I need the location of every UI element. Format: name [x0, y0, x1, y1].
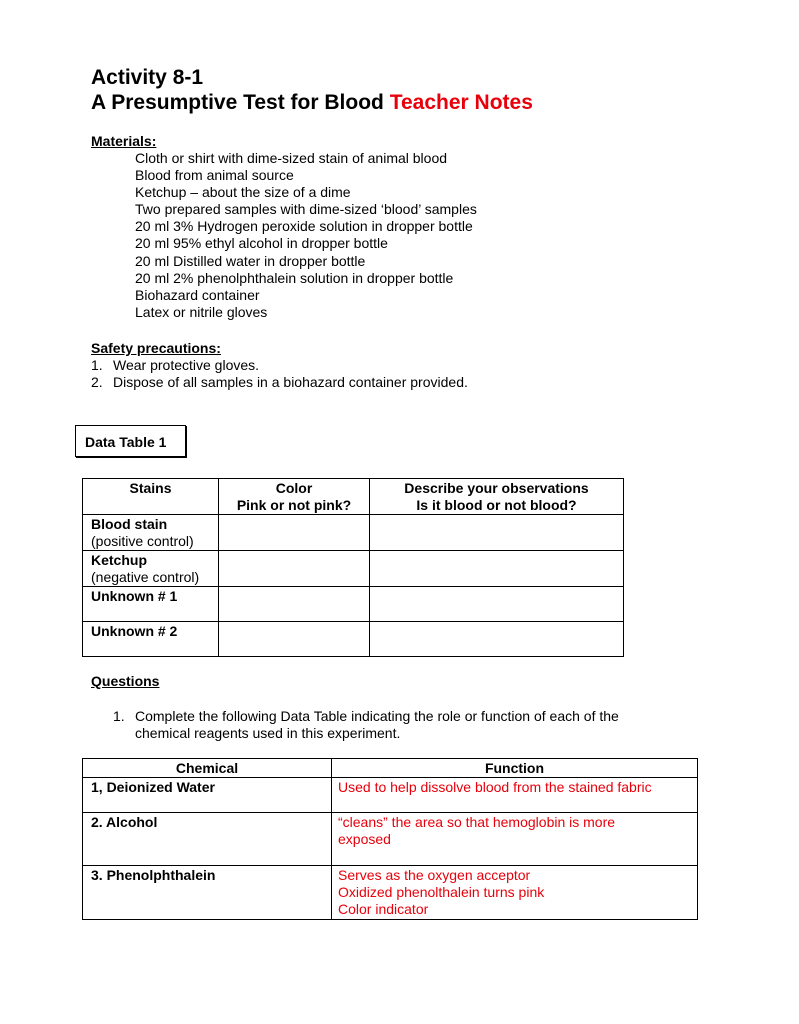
table-row	[83, 813, 698, 866]
list-item	[91, 374, 468, 391]
table-header-row	[83, 759, 698, 778]
header-observations: Describe your observations Is it blood or not blood?	[370, 479, 624, 515]
table-row	[83, 551, 624, 587]
function-cell: Serves as the oxygen acceptor Oxidized phenolthalein turns pink Color indicator	[332, 866, 698, 920]
list-item: Ketchup – about the size of a dime	[135, 184, 351, 201]
observation-input-cell[interactable]	[370, 622, 624, 657]
function-cell: Used to help dissolve blood from the stained fabric	[332, 778, 698, 813]
list-item: Two prepared samples with dime-sized ‘blood’ samples	[135, 201, 477, 218]
header-function: Function	[332, 759, 698, 778]
table-row	[83, 622, 624, 657]
question-text-line2: chemical reagents used in this experiment.	[135, 725, 401, 741]
color-input-cell[interactable]	[219, 515, 370, 551]
observation-input-cell[interactable]	[370, 515, 624, 551]
table-row	[83, 866, 698, 920]
function-cell: “cleans” the area so that hemoglobin is more exposed	[332, 813, 698, 866]
page-title	[91, 90, 533, 116]
list-item	[91, 357, 468, 374]
list-item: 20 ml 2% phenolphthalein solution in dropper bottle	[135, 269, 454, 286]
table-header-row	[83, 479, 624, 515]
stain-cell: Ketchup (negative control)	[83, 551, 219, 587]
color-input-cell[interactable]	[219, 587, 370, 622]
table-row	[83, 778, 698, 813]
safety-heading: Safety precautions:	[91, 340, 221, 356]
list-item: 20 ml 95% ethyl alcohol in dropper bottle	[135, 235, 388, 252]
stain-cell: Unknown # 2	[83, 622, 219, 657]
list-text: Dispose of all samples in a biohazard container provided.	[113, 374, 468, 390]
list-item: 20 ml 3% Hydrogen peroxide solution in dropper bottle	[135, 218, 473, 235]
list-number: 1.	[91, 357, 103, 373]
chemical-cell: 3. Phenolphthalein	[83, 866, 332, 920]
stain-cell: Blood stain (positive control)	[83, 515, 219, 551]
list-number: 2.	[91, 374, 103, 390]
title-teacher-notes: Teacher Notes	[389, 91, 533, 114]
data-table-1	[82, 478, 624, 657]
header-stains: Stains	[83, 479, 219, 515]
activity-title: Activity 8-1	[91, 66, 204, 89]
list-text: Wear protective gloves.	[113, 357, 260, 373]
chemical-cell: 1, Deionized Water	[83, 778, 332, 813]
table-row	[83, 515, 624, 551]
materials-heading: Materials:	[91, 133, 157, 149]
questions-heading: Questions	[91, 673, 160, 689]
stain-cell: Unknown # 1	[83, 587, 219, 622]
observation-input-cell[interactable]	[370, 551, 624, 587]
header-color: Color Pink or not pink?	[219, 479, 370, 515]
question-text-line1: Complete the following Data Table indicating the role or function of each of the	[135, 708, 619, 724]
chemical-function-table	[82, 758, 698, 920]
list-item: Blood from animal source	[135, 167, 294, 184]
materials-list	[135, 150, 477, 321]
list-item: 20 ml Distilled water in dropper bottle	[135, 252, 366, 269]
color-input-cell[interactable]	[219, 622, 370, 657]
title-main: A Presumptive Test for Blood	[91, 91, 384, 114]
list-item: Latex or nitrile gloves	[135, 303, 268, 320]
safety-list	[91, 357, 468, 391]
table-row	[83, 587, 624, 622]
header-chemical: Chemical	[83, 759, 332, 778]
question-number: 1.	[113, 708, 125, 724]
list-item: Biohazard container	[135, 286, 260, 303]
list-item: Cloth or shirt with dime-sized stain of animal blood	[135, 150, 448, 166]
observation-input-cell[interactable]	[370, 587, 624, 622]
chemical-cell: 2. Alcohol	[83, 813, 332, 866]
data-table-label: Data Table 1	[75, 425, 186, 457]
color-input-cell[interactable]	[219, 551, 370, 587]
